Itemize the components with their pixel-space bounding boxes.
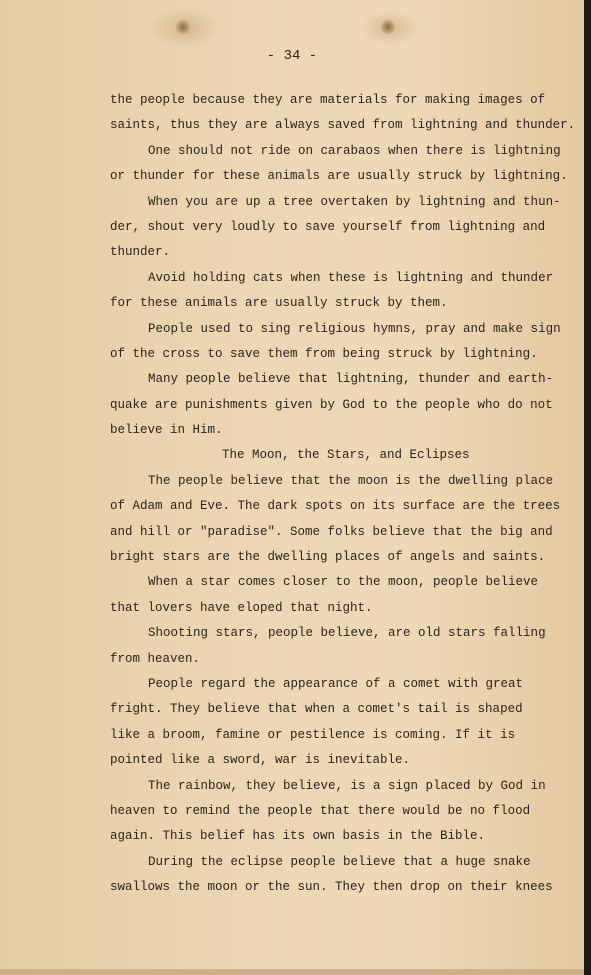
- text-line: of Adam and Eve. The dark spots on its surface are the trees: [110, 499, 561, 514]
- text-line: like a broom, famine or pestilence is coming. If it is: [110, 727, 516, 742]
- text-line: quake are punishments given by God to the people who do not: [110, 397, 553, 412]
- text-line: pointed like a sword, war is inevitable.: [110, 753, 411, 768]
- text-line: believe in Him.: [110, 423, 223, 438]
- page-bottom-edge: [0, 969, 584, 975]
- text-block-moon-stars: [110, 469, 570, 901]
- page-number: - 34 -: [266, 48, 318, 64]
- text-line: Many people believe that lightning, thunder and earth-: [148, 372, 554, 387]
- text-line: saints, thus they are always saved from lightning and thunder.: [110, 118, 576, 133]
- text-line: for these animals are usually struck by them.: [110, 296, 448, 311]
- text-line: that lovers have eloped that night.: [110, 600, 373, 615]
- text-line: bright stars are the dwelling places of angels and saints.: [110, 550, 546, 565]
- text-line: and hill or "paradise". Some folks believe that the big and: [110, 524, 553, 539]
- text-line: of the cross to save them from being struck by lightning.: [110, 346, 538, 361]
- text-line: During the eclipse people believe that a huge snake: [148, 854, 531, 869]
- text-line: When a star comes closer to the moon, people believe: [148, 575, 539, 590]
- text-line: The rainbow, they believe, is a sign placed by God in: [148, 778, 546, 793]
- text-line: or thunder for these animals are usually struck by lightning.: [110, 169, 568, 184]
- text-line: People regard the appearance of a comet with great: [148, 676, 524, 691]
- text-line: heaven to remind the people that there would be no flood: [110, 803, 531, 818]
- text-line: Avoid holding cats when these is lightning and thunder: [148, 270, 554, 285]
- punch-hole: [176, 20, 190, 34]
- text-line: from heaven.: [110, 651, 201, 666]
- text-line: thunder.: [110, 245, 171, 260]
- text-line: der, shout very loudly to save yourself from lightning and: [110, 219, 546, 234]
- text-line: People used to sing religious hymns, pray and make sign: [148, 321, 561, 336]
- text-line: swallows the moon or the sun. They then drop on their knees: [110, 880, 553, 895]
- text-line: again. This belief has its own basis in the Bible.: [110, 829, 486, 844]
- text-line: When you are up a tree overtaken by lightning and thun-: [148, 194, 561, 209]
- text-line: One should not ride on carabaos when there is lightning: [148, 143, 561, 158]
- text-line: Shooting stars, people believe, are old stars falling: [148, 626, 546, 641]
- punch-hole: [381, 20, 395, 34]
- section-heading: The Moon, the Stars, and Eclipses: [222, 448, 470, 463]
- body-text: [110, 88, 576, 901]
- text-line: the people because they are materials for making images of: [110, 93, 546, 107]
- text-block-lightning: [110, 88, 576, 443]
- text-line: fright. They believe that when a comet's tail is shaped: [110, 702, 523, 717]
- text-line: The people believe that the moon is the dwelling place: [148, 473, 554, 488]
